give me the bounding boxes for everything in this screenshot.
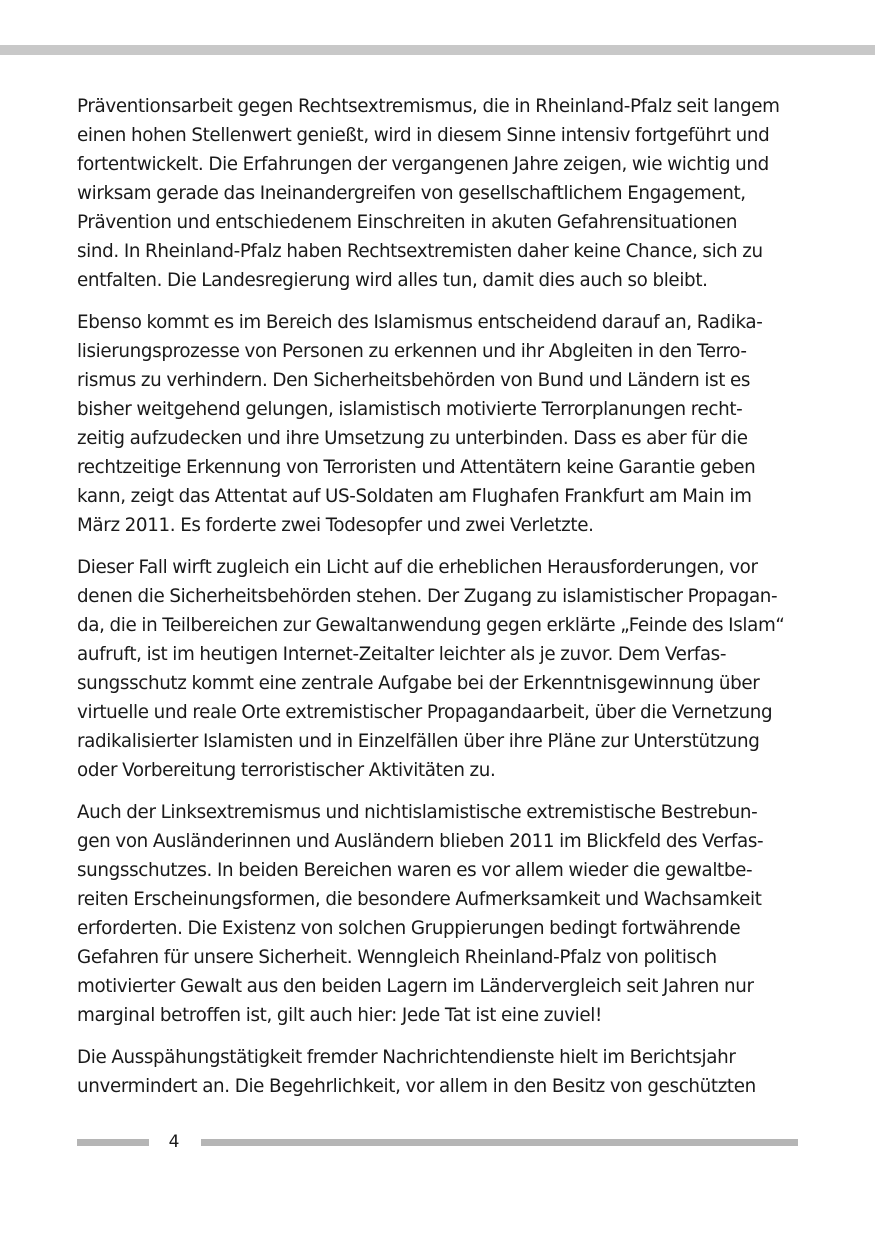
text-line: oder Vorbereitung terroristischer Aktivitäten zu. (77, 760, 496, 781)
text-line: erforderten. Die Existenz von solchen Gruppierungen bedingt fortwährende (77, 918, 741, 939)
text-line: sind. In Rheinland-Pfalz haben Rechtsextremisten daher keine Chance, sich zu (77, 241, 763, 262)
paragraph (77, 92, 799, 295)
text-line: radikalisierter Islamisten und in Einzelfällen über ihre Pläne zur Unterstützung (77, 731, 760, 752)
text-line: kann, zeigt das Attentat auf US-Soldaten am Flughafen Frankfurt am Main im (77, 486, 752, 507)
text-line: Dieser Fall wirft zugleich ein Licht auf die erheblichen Herausforderungen, vor (77, 557, 758, 578)
text-line: einen hohen Stellenwert genießt, wird in diesem Sinne intensiv fortgeführt und (77, 125, 770, 146)
text-line: rismus zu verhindern. Den Sicherheitsbehörden von Bund und Ländern ist es (77, 370, 751, 391)
text-line: Ebenso kommt es im Bereich des Islamismus entscheidend darauf an, Radika- (77, 312, 763, 333)
body-text (77, 92, 799, 1114)
paragraph (77, 308, 799, 540)
text-line: Auch der Linksextremismus und nichtislamistische extremistische Bestrebun- (77, 802, 758, 823)
text-line: entfalten. Die Landesregierung wird alles tun, damit dies auch so bleibt. (77, 270, 708, 291)
text-line: sungsschutz kommt eine zentrale Aufgabe bei der Erkenntnisgewinnung über (77, 673, 760, 694)
text-line: sungsschutzes. In beiden Bereichen waren es vor allem wieder die gewaltbe- (77, 860, 753, 881)
text-line: Präventionsarbeit gegen Rechtsextremismus, die in Rheinland-Pfalz seit langem (77, 96, 780, 117)
text-line: gen von Ausländerinnen und Ausländern blieben 2011 im Blickfeld des Verfas- (77, 831, 764, 852)
text-line: denen die Sicherheitsbehörden stehen. Der Zugang zu islamistischer Propagan- (77, 586, 778, 607)
text-line: Die Ausspähungstätigkeit fremder Nachrichtendienste hielt im Berichtsjahr (77, 1047, 736, 1068)
text-line: unvermindert an. Die Begehrlichkeit, vor allem in den Besitz von geschützten (77, 1076, 756, 1097)
text-line: bisher weitgehend gelungen, islamistisch motivierte Terrorplanungen recht- (77, 399, 743, 420)
page-number: 4 (168, 1132, 180, 1152)
text-line: fortentwickelt. Die Erfahrungen der vergangenen Jahre zeigen, wie wichtig und (77, 154, 769, 175)
text-line: wirksam gerade das Ineinandergreifen von gesellschaftlichem Engagement, (77, 183, 746, 204)
text-line: da, die in Teilbereichen zur Gewaltanwendung gegen erklärte „Feinde des Islam“ (77, 615, 785, 636)
text-line: marginal betroffen ist, gilt auch hier: Jede Tat ist eine zuviel! (77, 1005, 603, 1026)
text-line: Gefahren für unsere Sicherheit. Wenngleich Rheinland-Pfalz von politisch (77, 947, 717, 968)
text-line: reiten Erscheinungsformen, die besondere Aufmerksamkeit und Wachsamkeit (77, 889, 762, 910)
footer-rule-right (201, 1139, 798, 1146)
paragraph (77, 553, 799, 785)
footer-rule-left (77, 1139, 149, 1146)
paragraph (77, 1043, 799, 1101)
text-line: rechtzeitige Erkennung von Terroristen und Attentätern keine Garantie geben (77, 457, 756, 478)
text-line: März 2011. Es forderte zwei Todesopfer und zwei Verletzte. (77, 515, 594, 536)
paragraph (77, 798, 799, 1030)
text-line: zeitig aufzudecken und ihre Umsetzung zu unterbinden. Dass es aber für die (77, 428, 748, 449)
text-line: virtuelle und reale Orte extremistischer Propagandaarbeit, über die Vernetzung (77, 702, 773, 723)
text-line: lisierungsprozesse von Personen zu erkennen und ihr Abgleiten in den Terro- (77, 341, 747, 362)
text-line: motivierter Gewalt aus den beiden Lagern im Ländervergleich seit Jahren nur (77, 976, 754, 997)
text-line: Prävention und entschiedenem Einschreiten in akuten Gefahrensituationen (77, 212, 738, 233)
text-line: aufruft, ist im heutigen Internet-Zeitalter leichter als je zuvor. Dem Verfas- (77, 644, 727, 665)
top-rule (0, 45, 875, 55)
